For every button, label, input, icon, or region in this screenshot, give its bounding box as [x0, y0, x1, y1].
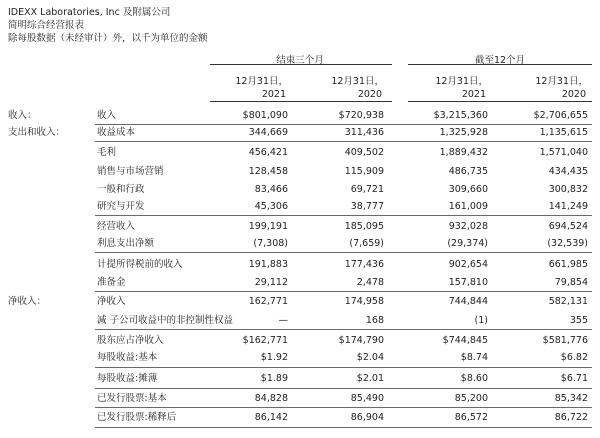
value-cell: $8.74 [460, 352, 488, 363]
value-cell: 84,828 [254, 393, 288, 404]
value-cell: 45,306 [254, 201, 288, 212]
value-cell: — [278, 315, 288, 326]
col2-date: 12月31日， [331, 76, 384, 87]
col3-date: 12月31日， [435, 76, 488, 87]
value-cell: 174,958 [344, 296, 384, 307]
row-label: 净收入 [97, 296, 126, 307]
value-cell: $720,938 [338, 110, 384, 121]
value-cell: 85,342 [554, 393, 588, 404]
table-row [0, 125, 600, 141]
value-cell: 79,854 [554, 277, 588, 288]
row-label: 已发行股票:基本 [97, 393, 167, 404]
row-label: 减 子公司收益中的非控制性权益 [97, 315, 234, 326]
table-row [0, 219, 600, 235]
row-divider [95, 141, 592, 142]
value-cell: 932,028 [448, 221, 488, 232]
row-label: 每股收益:基本 [97, 352, 158, 363]
value-cell: 115,909 [344, 166, 384, 177]
value-cell: (32,539) [547, 238, 588, 249]
value-cell: $2,706,655 [533, 110, 588, 121]
row-label: 利息支出净额 [97, 238, 155, 249]
report-title: 简明综合经营报表 [8, 20, 85, 31]
table-row [0, 257, 600, 273]
value-cell: (29,374) [447, 238, 488, 249]
col34-date-rule [408, 101, 592, 102]
col12-date-rule [210, 101, 392, 102]
table-row [0, 108, 600, 124]
value-cell: $8.60 [460, 373, 488, 384]
row-label: 销售与市场营销 [97, 166, 164, 177]
value-cell: $6.71 [560, 373, 588, 384]
table-row [0, 371, 600, 387]
value-cell: 1,325,928 [439, 127, 488, 138]
value-cell: $1.89 [260, 373, 288, 384]
table-row [0, 275, 600, 291]
value-cell: 456,421 [248, 147, 288, 158]
value-cell: 85,490 [350, 393, 384, 404]
table-row [0, 236, 600, 252]
value-cell: 85,200 [454, 393, 488, 404]
twelve-months-rule [408, 64, 592, 65]
value-cell: 309,660 [448, 184, 488, 195]
row-divider [95, 291, 592, 292]
row-label: 经营收入 [97, 221, 136, 232]
table-row [0, 182, 600, 198]
value-cell: 486,735 [448, 166, 488, 177]
three-months-header: 结束三个月 [276, 55, 324, 66]
value-cell: 355 [569, 315, 588, 326]
value-cell: 1,135,615 [539, 127, 588, 138]
value-cell: 141,249 [548, 201, 588, 212]
value-cell: 128,458 [248, 166, 288, 177]
value-cell: 199,191 [248, 221, 288, 232]
value-cell: 1,571,040 [539, 147, 588, 158]
col1-year: 2021 [261, 89, 286, 100]
section-label: 收入： [8, 110, 37, 121]
col1-date: 12月31日， [235, 76, 288, 87]
value-cell: 434,435 [548, 166, 588, 177]
value-cell: 38,777 [350, 201, 384, 212]
row-label: 研究与开发 [97, 201, 145, 212]
section-label: 支出和收入： [8, 127, 66, 138]
value-cell: 29,112 [254, 277, 288, 288]
value-cell: $1.92 [260, 352, 288, 363]
value-cell: $2.04 [356, 352, 384, 363]
col3-year: 2021 [461, 89, 486, 100]
value-cell: 409,502 [344, 147, 384, 158]
value-cell: 86,722 [554, 412, 588, 423]
value-cell: 157,810 [448, 277, 488, 288]
row-divider [95, 407, 592, 408]
table-row [0, 313, 600, 329]
section-label: 净收入： [8, 296, 47, 307]
twelve-months-header: 截至12个月 [474, 55, 526, 66]
value-cell: $744,845 [442, 335, 488, 346]
value-cell: $6.82 [560, 352, 588, 363]
col4-date: 12月31日， [535, 76, 588, 87]
value-cell: 661,985 [548, 259, 588, 270]
value-cell: 86,572 [454, 412, 488, 423]
row-label: 每股收益:摊薄 [97, 373, 158, 384]
value-cell: $162,771 [242, 335, 288, 346]
report-note: 除每股数据（未经审计）外，以千为单位的金额 [8, 33, 208, 44]
col2-year: 2020 [357, 89, 382, 100]
value-cell: 177,436 [344, 259, 384, 270]
table-row [0, 164, 600, 180]
row-divider [95, 215, 592, 216]
row-label: 收益成本 [97, 127, 136, 138]
company-name: IDEXX Laboratories, Inc 及附属公司 [8, 7, 171, 18]
value-cell: 300,832 [548, 184, 588, 195]
table-row [0, 410, 600, 426]
value-cell: (1) [474, 315, 488, 326]
value-cell: 86,904 [350, 412, 384, 423]
value-cell: $3,215,360 [433, 110, 488, 121]
value-cell: 86,142 [254, 412, 288, 423]
value-cell: 161,009 [448, 201, 488, 212]
value-cell: 694,524 [548, 221, 588, 232]
value-cell: 744,844 [448, 296, 488, 307]
value-cell: 344,669 [248, 127, 288, 138]
value-cell: 69,721 [350, 184, 384, 195]
row-label: 股东应占净收入 [97, 335, 164, 346]
value-cell: $801,090 [242, 110, 288, 121]
value-cell: (7,659) [349, 238, 384, 249]
value-cell: 311,436 [344, 127, 384, 138]
row-divider [95, 329, 592, 330]
row-label: 已发行股票:稀释后 [97, 412, 177, 423]
value-cell: 902,654 [448, 259, 488, 270]
table-row [0, 145, 600, 161]
row-label: 收入 [97, 110, 117, 121]
value-cell: 2,478 [356, 277, 384, 288]
table-row [0, 333, 600, 349]
row-divider [95, 252, 592, 253]
value-cell: 168 [365, 315, 384, 326]
value-cell: $174,790 [338, 335, 384, 346]
table-row [0, 294, 600, 310]
row-divider [95, 367, 592, 368]
row-divider [95, 388, 592, 389]
table-row [0, 350, 600, 366]
row-label: 一般和行政 [97, 184, 145, 195]
table-row [0, 199, 600, 215]
value-cell: 83,466 [254, 184, 288, 195]
value-cell: 1,889,432 [439, 147, 488, 158]
row-divider [95, 427, 592, 428]
report-header [8, 6, 208, 45]
row-label: 毛利 [97, 147, 117, 158]
value-cell: 162,771 [248, 296, 288, 307]
three-months-rule [210, 64, 392, 65]
value-cell: 582,131 [548, 296, 588, 307]
value-cell: 191,883 [248, 259, 288, 270]
row-label: 计提所得税前的收入 [97, 259, 183, 270]
value-cell: 185,095 [344, 221, 384, 232]
row-label: 准备金 [97, 277, 126, 288]
col4-year: 2020 [561, 89, 586, 100]
value-cell: (7,308) [253, 238, 288, 249]
value-cell: $581,776 [542, 335, 588, 346]
value-cell: $2.01 [356, 373, 384, 384]
table-row [0, 391, 600, 407]
